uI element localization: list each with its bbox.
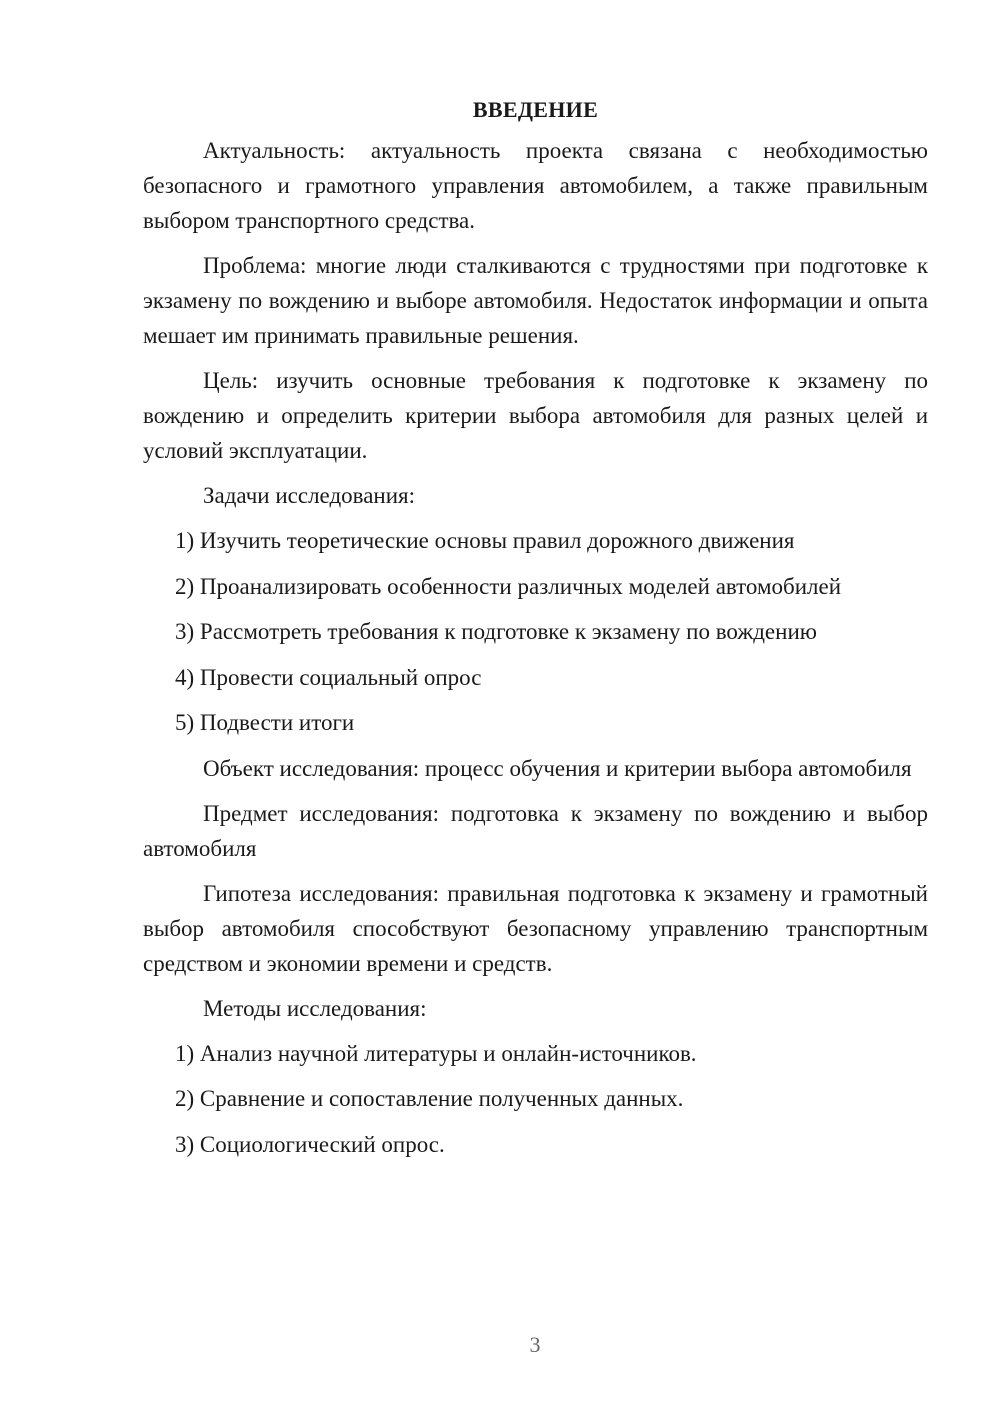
list-item: 2) Сравнение и сопоставление полученных данных. (175, 1086, 684, 1111)
tasks-heading: Задачи исследования: (203, 483, 416, 508)
subject-paragraph: Предмет исследования: подготовка к экзамену по вождению и выбор автомобиля (143, 800, 928, 861)
methods-list (143, 1036, 928, 1162)
goal-paragraph: Цель: изучить основные требования к подготовке к экзамену по вождению и определить критерии выбора автомобиля для разных целей и условий эксплуатации. (143, 368, 928, 463)
list-item: 5) Подвести итоги (175, 710, 355, 735)
relevance-paragraph: Актуальность: актуальность проекта связана с необходимостью безопасного и грамотного управления автомобилем, а также правильным выбором транспортного средства. (143, 138, 928, 233)
page-content (143, 92, 928, 1172)
hypothesis-paragraph: Гипотеза исследования: правильная подготовка к экзамену и грамотный выбор автомобиля способствуют безопасному управлению транспортным средством и экономии времени и средств. (143, 880, 928, 976)
problem-paragraph: Проблема: многие люди сталкиваются с трудностями при подготовке к экзамену по вождению и выборе автомобиля. Недостаток информации и опыта мешает им принимать правильные решения. (143, 253, 928, 348)
page-number: 3 (529, 1332, 541, 1357)
object-paragraph: Объект исследования: процесс обучения и критерии выбора автомобиля (203, 755, 912, 781)
list-item: 3) Рассмотреть требования к подготовке к экзамену по вождению (175, 619, 817, 644)
list-item: 1) Анализ научной литературы и онлайн-источников. (175, 1040, 697, 1066)
list-item: 2) Проанализировать особенности различных моделей автомобилей (175, 573, 842, 599)
tasks-list (143, 523, 928, 740)
list-item: 4) Провести социальный опрос (175, 664, 482, 690)
section-title: ВВЕДЕНИЕ (472, 97, 599, 122)
methods-heading: Методы исследования: (203, 995, 427, 1021)
list-item: 3) Социологический опрос. (175, 1131, 445, 1157)
list-item: 1) Изучить теоретические основы правил дорожного движения (175, 528, 795, 553)
